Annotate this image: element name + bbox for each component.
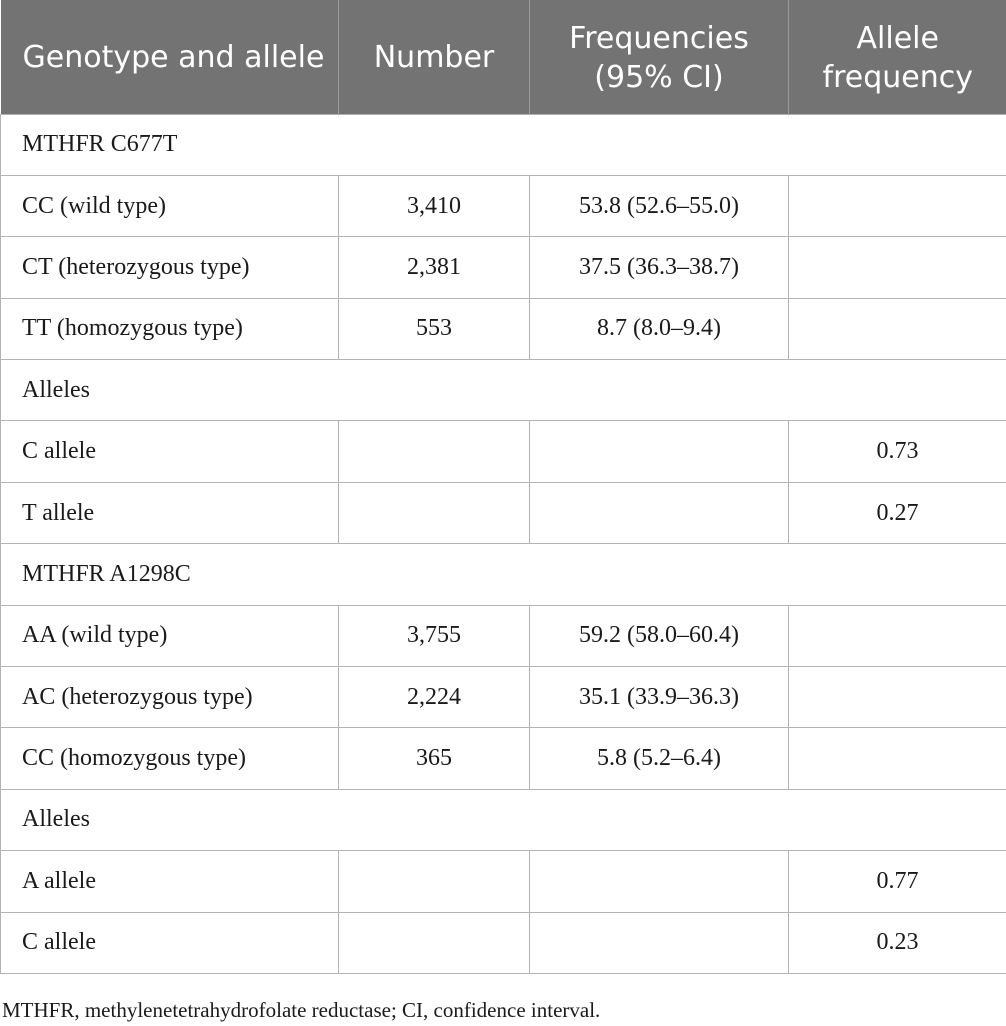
table-row <box>1 912 1006 973</box>
allele-frequency-cell <box>789 175 1006 236</box>
frequency-cell: 5.8 (5.2–6.4) <box>530 728 789 789</box>
section-label: Alleles <box>1 360 1006 421</box>
number-cell <box>339 482 530 543</box>
number-cell <box>339 851 530 912</box>
genotype-cell: CC (homozygous type) <box>1 728 339 789</box>
section-row <box>1 360 1006 421</box>
table-row <box>1 728 1006 789</box>
section-row <box>1 544 1006 605</box>
number-cell <box>339 421 530 482</box>
number-cell: 3,755 <box>339 605 530 666</box>
table-body <box>1 114 1006 973</box>
frequency-cell: 53.8 (52.6–55.0) <box>530 175 789 236</box>
table-header <box>1 0 1006 114</box>
frequency-cell <box>530 912 789 973</box>
table-row <box>1 237 1006 298</box>
allele-frequency-cell: 0.27 <box>789 482 1006 543</box>
table-row <box>1 667 1006 728</box>
allele-frequency-cell <box>789 728 1006 789</box>
section-row <box>1 114 1006 175</box>
table-row <box>1 482 1006 543</box>
genotype-cell: CT (heterozygous type) <box>1 237 339 298</box>
frequency-cell <box>530 851 789 912</box>
section-label: MTHFR C677T <box>1 114 1006 175</box>
frequency-cell: 37.5 (36.3–38.7) <box>530 237 789 298</box>
section-label: MTHFR A1298C <box>1 544 1006 605</box>
table-row <box>1 421 1006 482</box>
allele-frequency-cell <box>789 237 1006 298</box>
section-row <box>1 789 1006 850</box>
number-cell: 2,381 <box>339 237 530 298</box>
frequency-cell: 59.2 (58.0–60.4) <box>530 605 789 666</box>
table-footnote: MTHFR, methylenetetrahydrofolate reductase; CI, confidence interval. <box>2 998 601 1022</box>
genotype-cell: A allele <box>1 851 339 912</box>
header-allele-frequency: Allele frequency <box>789 0 1006 114</box>
frequency-cell <box>530 421 789 482</box>
table-row <box>1 298 1006 359</box>
number-cell: 3,410 <box>339 175 530 236</box>
table-row <box>1 851 1006 912</box>
allele-frequency-cell: 0.77 <box>789 851 1006 912</box>
frequency-cell <box>530 482 789 543</box>
header-number: Number <box>339 0 530 114</box>
number-cell <box>339 912 530 973</box>
table-row <box>1 175 1006 236</box>
allele-frequency-cell <box>789 605 1006 666</box>
frequency-cell: 8.7 (8.0–9.4) <box>530 298 789 359</box>
genotype-cell: C allele <box>1 421 339 482</box>
genotype-cell: C allele <box>1 912 339 973</box>
allele-frequency-cell: 0.73 <box>789 421 1006 482</box>
allele-frequency-cell: 0.23 <box>789 912 1006 973</box>
genotype-cell: T allele <box>1 482 339 543</box>
genotype-cell: AA (wild type) <box>1 605 339 666</box>
genotype-cell: TT (homozygous type) <box>1 298 339 359</box>
number-cell: 553 <box>339 298 530 359</box>
header-genotype-and-allele: Genotype and allele <box>1 0 339 114</box>
table-row <box>1 605 1006 666</box>
section-label: Alleles <box>1 789 1006 850</box>
allele-frequency-cell <box>789 298 1006 359</box>
header-frequencies: Frequencies (95% CI) <box>530 0 789 114</box>
table-header-row <box>1 0 1006 114</box>
genotype-cell: AC (heterozygous type) <box>1 667 339 728</box>
genotype-cell: CC (wild type) <box>1 175 339 236</box>
frequency-cell: 35.1 (33.9–36.3) <box>530 667 789 728</box>
number-cell: 2,224 <box>339 667 530 728</box>
allele-frequency-cell <box>789 667 1006 728</box>
number-cell: 365 <box>339 728 530 789</box>
